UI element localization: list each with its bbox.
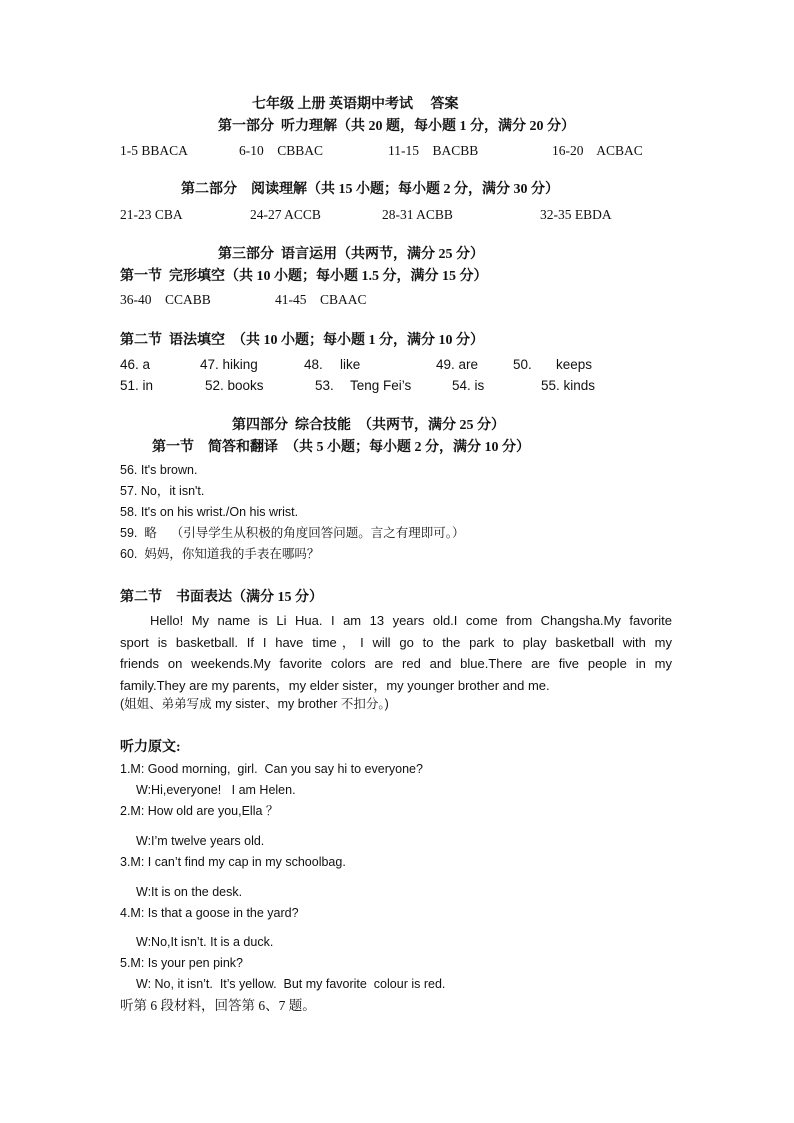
short-answer: 57. No，it isn't. (120, 484, 205, 498)
grammar-answer: 52. books (205, 378, 264, 393)
transcript-line: 3.M: I can’t find my cap in my schoolbag. (120, 855, 346, 869)
part2-answer: 21-23 CBA (120, 207, 183, 222)
grammar-answer: 47. hiking (200, 357, 258, 372)
transcript-line: W:It is on the desk. (136, 885, 243, 899)
part1-answer: 16-20 ACBAC (552, 143, 643, 158)
grammar-answer: 46. a (120, 357, 151, 372)
part1-answer: 6-10 CBBAC (239, 143, 324, 158)
cloze-answer: 36-40 CCABB (120, 292, 211, 307)
transcript-line: 4.M: Is that a goose in the yard? (120, 906, 299, 920)
essay-line: friends on weekends.My favorite colors are red and blue.There are five people in my (120, 656, 672, 671)
grammar-answer: 53. (315, 378, 334, 393)
grammar-answer: 48. (304, 357, 323, 372)
grammar-answer: keeps (556, 357, 593, 372)
grammar-answer: 49. are (436, 357, 479, 372)
essay-line: family.They are my parents，my elder sister，my younger brother and me. (120, 677, 550, 693)
transcript-line: 5.M: Is your pen pink? (120, 956, 243, 970)
part2-answer: 24-27 ACCB (250, 207, 321, 222)
document-title: 七年级 上册 英语期中考试 答案 (252, 97, 459, 112)
grammar-answer: like (340, 357, 361, 372)
part1-title: 第一部分 听力理解（共 20 题，每小题 1 分，满分 20 分） (218, 119, 575, 134)
short-answer: 58. It's on his wrist./On his wrist. (120, 505, 299, 519)
part2-answer: 28-31 ACBB (382, 207, 453, 222)
short-answer: 60. 妈妈，你知道我的手表在哪吗？ (120, 547, 320, 561)
cloze-answer: 41-45 CBAAC (275, 292, 367, 307)
part2-answer: 32-35 EBDA (540, 207, 612, 222)
short-answer: 56. It's brown. (120, 463, 198, 477)
transcript-line: 1.M: Good morning, girl. Can you say hi to everyone? (120, 762, 423, 776)
grammar-answer: 54. is (452, 378, 485, 393)
transcript-line: W:No,It isn’t. It is a duck. (136, 935, 274, 949)
essay-line: sport is basketball. If I have time，I will go to the park to play basketball with my (120, 634, 672, 650)
part1-answer: 1-5 BBACA (120, 143, 188, 158)
grammar-answer: Teng Fei’s (350, 378, 412, 393)
grammar-answer: 55. kinds (541, 378, 596, 393)
grammar-answer: 51. in (120, 378, 154, 393)
part2-title: 第二部分 阅读理解（共 15 小题；每小题 2 分，满分 30 分） (181, 182, 559, 197)
part1-answer: 11-15 BACBB (388, 143, 479, 158)
transcript-line: W:I’m twelve years old. (136, 834, 265, 848)
listening-footer: 听第 6 段材料，回答第 6、7 题。 (120, 998, 316, 1013)
part4-section2-title: 第二节 书面表达（满分 15 分） (120, 590, 323, 605)
part3-section2-title: 第二节 语法填空 （共 10 小题；每小题 1 分，满分 10 分） (120, 333, 484, 348)
short-answer: 59. 略 （引导学生从积极的角度回答问题。言之有理即可。） (120, 526, 465, 540)
part4-title: 第四部分 综合技能 （共两节，满分 25 分） (232, 418, 505, 433)
listening-title: 听力原文: (120, 740, 181, 755)
part4-section1-title: 第一节 简答和翻译 （共 5 小题；每小题 2 分，满分 10 分） (152, 440, 530, 455)
grammar-answer: 50. (513, 357, 532, 372)
transcript-line: 2.M: How old are you,Ella ？ (120, 804, 279, 818)
essay-line: Hello! My name is Li Hua. I am 13 years old.I come from Changsha.My favorite (150, 613, 672, 628)
essay-note: (姐姐、弟弟写成 my sister、my brother 不扣分。) (120, 697, 389, 711)
part3-title: 第三部分 语言运用（共两节，满分 25 分） (218, 247, 484, 262)
transcript-line: W: No, it isn’t. It’s yellow. But my favorite colour is red. (136, 977, 446, 991)
transcript-line: W:Hi,everyone! I am Helen. (136, 783, 296, 797)
essay-paragraph (120, 610, 672, 696)
part3-section1-title: 第一节 完形填空（共 10 小题；每小题 1.5 分，满分 15 分） (120, 269, 488, 284)
